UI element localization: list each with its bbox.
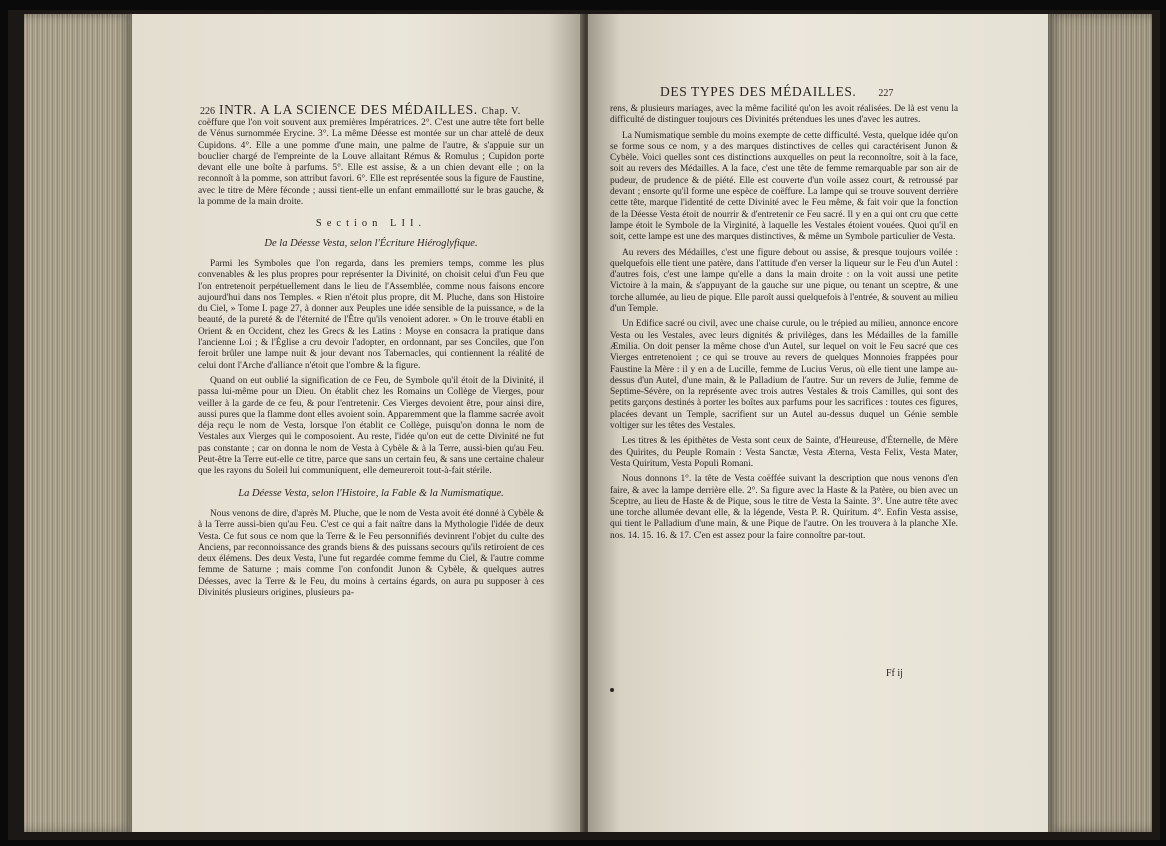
left-running-head: [200, 102, 521, 118]
right-paragraph-5: Nous donnons 1°. la tête de Vesta coëffée suivant la description que nous venons d'en faire, & avec la lampe derrière elle. 2°. Sa figure avec la Haste & la Patère, ou bien avec un Sceptre, au lieu de Haste & de Pique, sous le titre de Vesta la Sainte. 3°. Une autre tête avec une torche allumée devant elle, & la légende, Vesta P. R. Quiritum. 4°. Enfin Vesta assise, qui tient le Palladium d'une main, & une Pique de l'autre. On les trouvera à la planche XIe. nos. 14. 15. 16. & 17. C'en est assez pour la faire connoître par-tout.: [610, 474, 958, 541]
signature-mark: Ff ij: [886, 668, 903, 679]
left-running-head-title: INTR. A LA SCIENCE DES MÉDAILLES.: [218, 102, 478, 117]
right-page: [588, 14, 1048, 832]
section-subtitle: De la Déesse Vesta, selon l'Écriture Hiéroglyfique.: [264, 237, 478, 249]
right-running-head: [660, 84, 893, 100]
left-paragraph-3: Nous venons de dire, d'après M. Pluche, que le nom de Vesta avoit été donné à Cybèle & à la Terre aussi-bien qu'au Feu. C'est ce qui a fait naître dans la Mythologie l'idée de deux Vesta. Ce fut sous ce nom que la Terre & le Feu personnifiés devinrent l'objet du culte des Anciens, par reconnoissance des grands biens & des puissans secours qu'ils retiroient de ces deux élémens. Des deux Vesta, l'une fut regardée comme femme du Ciel, & l'autre comme femme de Saturne ; mais comme l'on confondit Junon & Cybèle, & quelques autres Déesses, avec la Terre & le Feu, du moins à certains égards, on aura pu supposer à ces Divinités plusieurs origines, plusieurs pa-: [198, 508, 544, 598]
section-heading: Section LII.: [315, 218, 427, 230]
right-running-head-title: DES TYPES DES MÉDAILLES.: [660, 84, 857, 99]
right-paragraph-2: Au revers des Médailles, c'est une figure debout ou assise, & presque toujours voilée : quelquefois elle tient une patère, dans l'attitude d'en verser la liqueur sur le Feu d'un Autel : d'autres fois, c'est une lampe qu'elle a dans la main droite : on la voit aussi une petite Victoire à la main, & s'appuyant de la gauche sur une pique, ou tenant un sceptre, & une torche allumée, au lieu de pique. Elle paroît aussi quelquefois à l'entrée, & souvent au milieu d'un Temple.: [610, 247, 958, 315]
page-speck: [610, 688, 614, 692]
right-paragraph-top: rens, & plusieurs mariages, avec la même facilité qu'on les avoit réalisées. De là est venu la difficulté de distinguer toujours ces Divinités prétendues les unes d'avec les autres.: [610, 104, 958, 126]
right-page-edges: [1048, 14, 1152, 832]
left-paragraph-top: coëffure que l'on voit souvent aux premières Impératrices. 2°. C'est une autre tête fort belle de Vénus surnommée Erycine. 3°. La même Déesse est montée sur un char attelé de deux Cupidons. 4°. Elle a une pomme d'une main, une palme de l'autre, & s'appuie sur un bouclier chargé de l'empreinte de la Louve allaitant Rémus & Romulus ; Cupidon porte devant elle une boîte à parfums. 5°. Elle est assise, & a un chien devant elle ; on la reconnoît à la pomme, son attribut favori. 6°. Elle est représentée sous la figure de Faustine, avec le titre de Mère féconde ; aussi tient-elle un enfant emmaillotté sur le bras gauche, & la pomme de la main droite.: [198, 118, 544, 208]
left-chapter: Chap. V.: [481, 106, 521, 117]
right-text-column: [610, 104, 958, 546]
left-page: [132, 14, 584, 832]
left-paragraph-2: Quand on eut oublié la signification de ce Feu, de Symbole qu'il étoit de la Divinité, il passa lui-même pour un Dieu. On établit chez les Romains un Collège de Vierges, pour veiller à la garde de ce feu, & pour l'entretenir. Ces Vierges devoient être, pour ainsi dire, aussi pures que la flamme dont elles avoient soin. Apparemment que la flamme sacrée avoit déja reçu le nom de Vesta, lorsque l'on établit ce Collège, puisqu'on donna le nom de Vestales aux Vierges qui le composoient. Au reste, l'idée qu'on eut de cette Divinité ne fut pas constante ; car on donna le nom de Vesta à Cybèle & à la Terre, aussi-bien qu'au Feu. Peut-être la Terre eut-elle ce titre, parce que sans un certain feu, & sans une certaine chaleur que les rayons du Soleil lui communiquent, elle demeureroit tout-à-fait stérile.: [198, 375, 544, 477]
left-page-number: 226: [200, 106, 215, 117]
left-paragraph-1: Parmi les Symboles que l'on regarda, dans les premiers temps, comme les plus convenables & les plus propres pour représenter la Divinité, on choisit celui d'un Feu que l'on entretenoit perpétuellement dans le lieu de l'Assemblée, comme nous faisons encore aujourd'hui dans nos Temples. « Rien n'étoit plus propre, dit M. Pluche, dans son Histoire du Ciel, » Tome I. page 27, à donner aux Peuples une idée sensible de la puissance, » de la beauté, de la pureté & de l'éternité de l'Être qu'ils venoient adorer. » On le trouve établi en Orient & en Occident, chez les Grecs & les Latins : Moyse en consacra la pratique dans l'ancienne Loi ; & l'Église a cru devoir l'adopter, en ordonnant, par ses Conciles, que l'on feroit brûler une lampe nuit & jour devant nos Tabernacles, qui contiennent la réalité de celui dont l'Arche d'alliance n'étoit que l'ombre & la figure.: [198, 258, 544, 371]
right-paragraph-3: Un Edifice sacré ou civil, avec une chaise curule, ou le trépied au milieu, annonce encore Vesta ou les Vestales, avec leurs dignités & privilèges, dans les Médailles de la famille Æmilia. On doit penser la même chose d'un Autel, sur lequel on voit le Feu sacré que ces Vierges entretenoient ; ce qui se trouve au revers de quelques Monnoies frappées pour Faustine la Mère : il y en a de Lucille, femme de Lucius Verus, où elle tient une lampe au-dessus d'un Autel, d'une main, & le Palladium de l'autre. Sur un revers de Julie, femme de Septime-Sévère, on la représente avec trois autres Vestales & trois Camilles, qui sont des petits garçons destinés à porter les boîtes aux parfums pour les sacrifices : toutes ces figures, placées devant un Temple, sacrifient sur un Autel au-dessus duquel un Génie semble voltiger sur les têtes des Vestales.: [610, 319, 958, 432]
right-page-number: 227: [878, 88, 894, 99]
left-text-column: [198, 118, 544, 603]
left-page-edges: [24, 14, 132, 832]
section-subtitle-2: La Déesse Vesta, selon l'Histoire, la Fable & la Numismatique.: [238, 487, 504, 499]
right-paragraph-1: La Numismatique semble du moins exempte de cette difficulté. Vesta, quelque idée qu'on se forme sous ce nom, y a des marques distinctives de celles qui caractérisent Junon & Cybèle. Voici quelles sont ces distinctions auxquelles on peut la reconnoître, soit à la face, soit au revers des Médailles. A la face, c'est une tête de femme remarquable par son air de pudeur, de prudence & de piété. Elle est couverte d'un voile assez court, & retroussé par devant ; ensorte qu'il forme une espèce de coëffure. La lampe qui se trouve souvent derrière cette tête, marque l'identité de cette Divinité avec le Feu même, & fait voir que la fonction de la Déesse Vesta étoit de nourrir & d'entretenir ce Feu sacré. Il y en a qui ont cru que cette lampe étoit le Symbole de la Virginité, à laquelle les Vestales étoient vouées. Quoi qu'il en soit, cette lampe est une des marques distinctives, & même un Symbole particulier de Vesta.: [610, 130, 958, 243]
right-paragraph-4: Les titres & les épithètes de Vesta sont ceux de Sainte, d'Heureuse, d'Éternelle, de Mère des Quirites, du Peuple Romain : Vesta Sanctæ, Vesta Æterna, Vesta Felix, Vesta Mater, Vesta Quiritum, Vesta Populi Romani.: [610, 436, 958, 469]
